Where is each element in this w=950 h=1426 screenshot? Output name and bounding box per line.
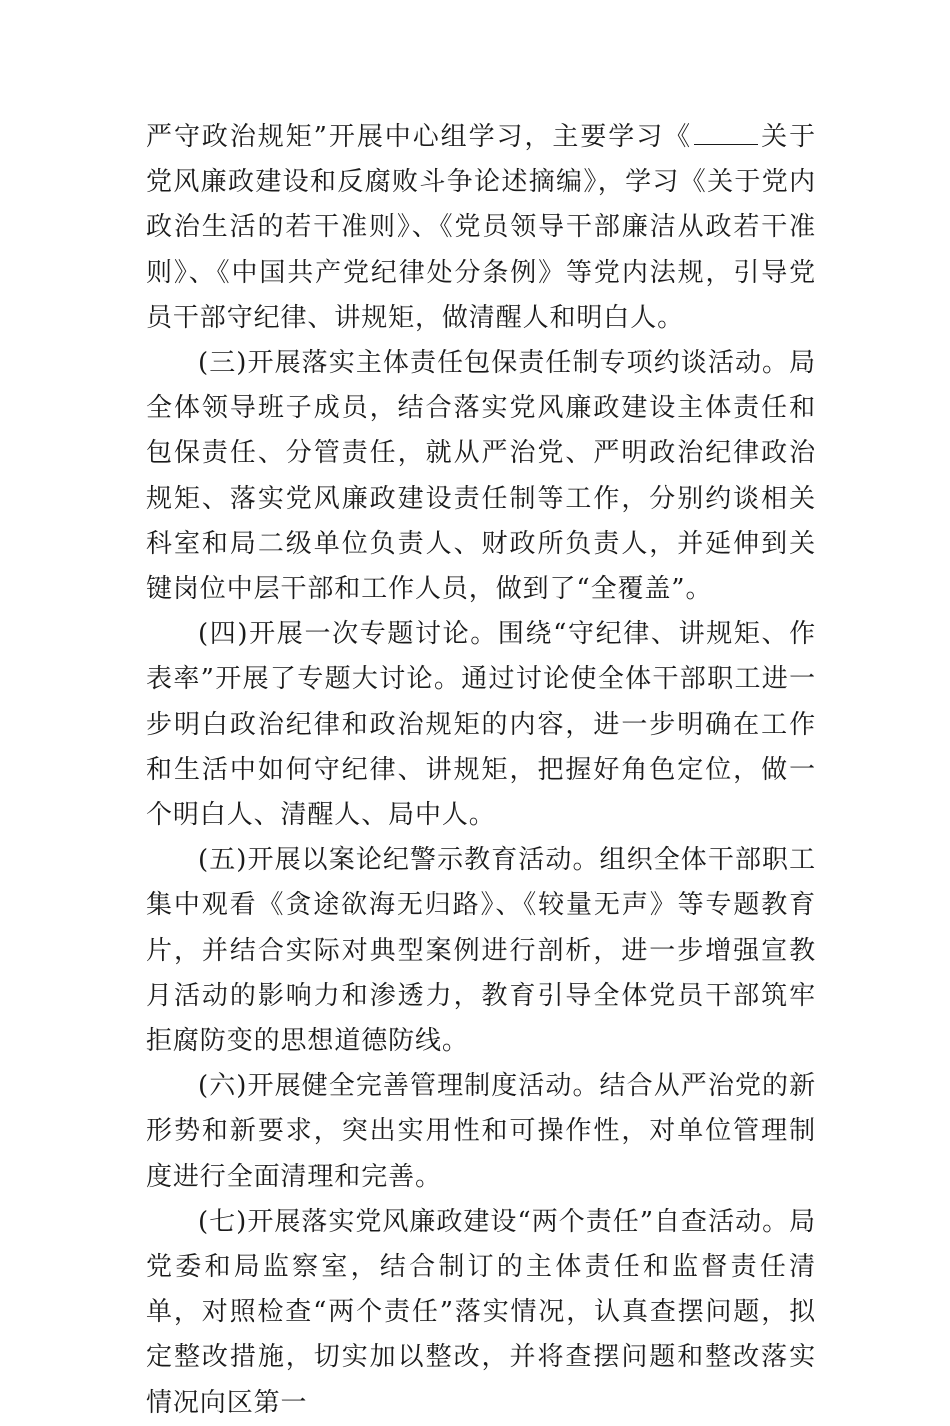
paragraph-text-before-blank: 严守政治规矩”开展中心组学习，主要学习《 (146, 122, 693, 152)
paragraph-item-5: (五)开展以案论纪警示教育活动。组织全体干部职工集中观看《贪途欲海无归路》、《较量无声》等专题教育片，并结合实际对典型案例进行剖析，进一步增强宣教月活动的影响力和渗透力，教育引导全体党员干部筑牢拒腐防变的思想道德防线。 (146, 845, 816, 1057)
paragraph-item-4: (四)开展一次专题讨论。围绕“守纪律、讲规矩、作表率”开展了专题大讨论。通过讨论使全体干部职工进一步明白政治纪律和政治规矩的内容，进一步明确在工作和生活中如何守纪律、讲规矩，把握好角色定位，做一个明白人、清醒人、局中人。 (146, 619, 816, 831)
paragraph-text-after-blank: 关于党风廉政建设和反腐败斗争论述摘编》，学习《关于党内政治生活的若干准则》、《党员领导干部廉洁从政若干准则》、《中国共产党纪律处分条例》等党内法规，引导党员干部守纪律、讲规矩，做清醒人和明白人。 (146, 122, 816, 333)
paragraph-continuation (146, 115, 816, 341)
paragraph-item-7: (七)开展落实党风廉政建设“两个责任”自查活动。局党委和局监察室，结合制订的主体责任和监督责任清单，对照检查“两个责任”落实情况，认真查摆问题，拟定整改措施，切实加以整改，并将查摆问题和整改落实情况向区第一 (146, 1206, 816, 1418)
paragraph-item-3: (三)开展落实主体责任包保责任制专项约谈活动。局全体领导班子成员，结合落实党风廉政建设主体责任和包保责任、分管责任，就从严治党、严明政治纪律政治规矩、落实党风廉政建设责任制等工作，分别约谈相关科室和局二级单位负责人、财政所负责人，并延伸到关键岗位中层干部和工作人员，做到了“全覆盖”。 (146, 348, 816, 605)
body-text (146, 115, 816, 1426)
paragraph-item-6: (六)开展健全完善管理制度活动。结合从严治党的新形势和新要求，突出实用性和可操作性，对单位管理制度进行全面清理和完善。 (146, 1071, 816, 1192)
fill-in-blank (694, 143, 758, 145)
